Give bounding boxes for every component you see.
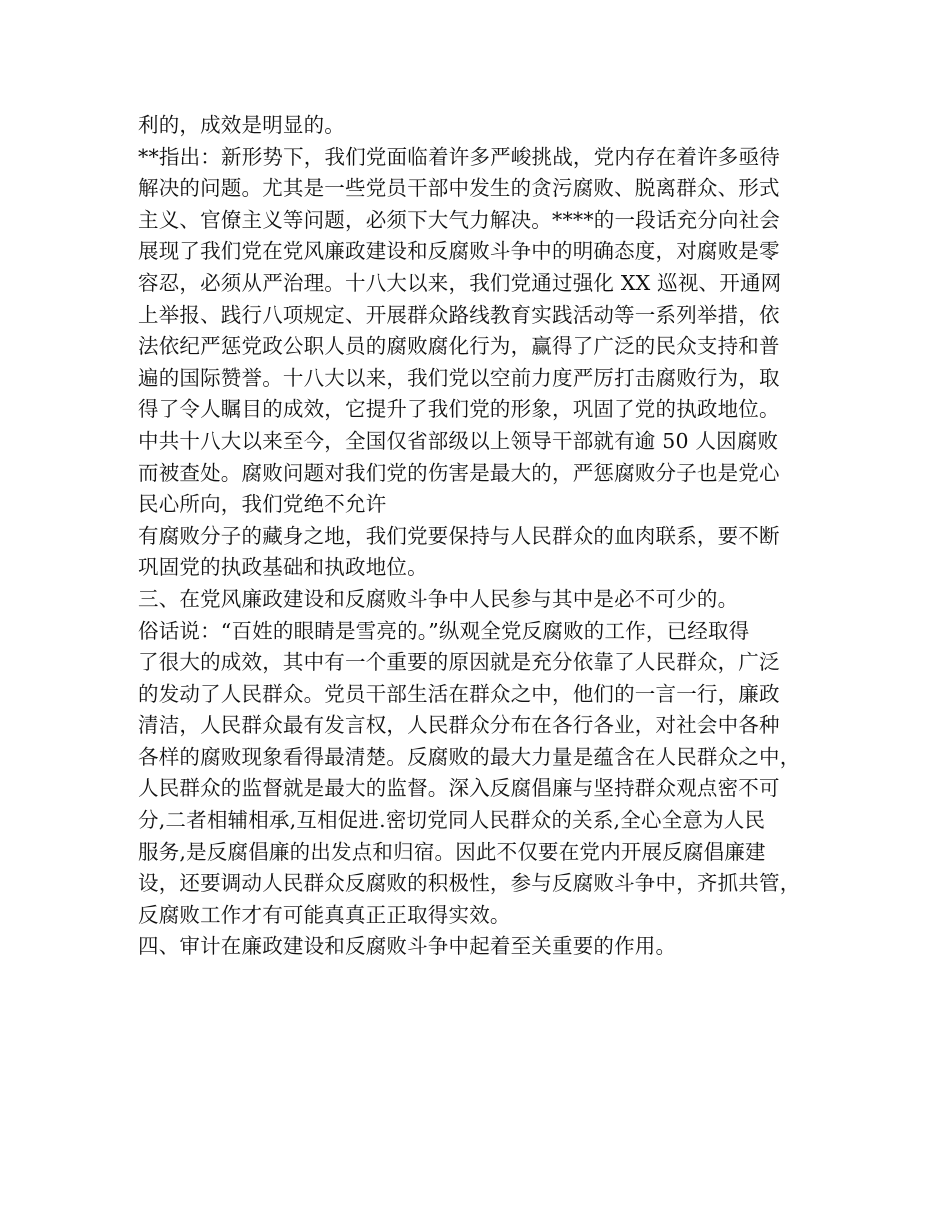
text-line: 主义、官僚主义等问题，必须下大气力解决。****的一段话充分向社会 [138,207,781,232]
text-line: 而被查处。腐败问题对我们党的伤害是最大的，严惩腐败分子也是党心 [138,460,780,485]
text-line: 法依纪严惩党政公职人员的腐败腐化行为，赢得了广泛的民众支持和普 [138,334,780,359]
body-text [138,110,838,963]
text-line: 遍的国际赞誉。十八大以来，我们党以空前力度严厉打击腐败行为，取 [138,365,780,390]
text-line: 有腐败分子的藏身之地，我们党要保持与人民群众的血肉联系，要不断 [138,523,780,548]
text-line: **指出：新形势下，我们党面临着许多严峻挑战，党内存在着许多亟待 [138,144,780,169]
text-line: 展现了我们党在党风廉政建设和反腐败斗争中的明确态度，对腐败是零 [138,239,780,264]
text-line: 得了令人瞩目的成效，它提升了我们党的形象，巩固了党的执政地位。 [138,397,780,422]
text-line: 清洁，人民群众最有发言权，人民群众分布在各行各业，对社会中各种 [138,713,780,738]
text-line: 了很大的成效，其中有一个重要的原因就是充分依靠了人民群众，广泛 [138,650,780,675]
section-heading: 四、审计在廉政建设和反腐败斗争中起着至关重要的作用。 [138,934,677,959]
text-line: 反腐败工作才有可能真真正正取得实效。 [138,902,511,927]
text-line: 利的，成效是明显的。 [138,113,345,137]
text-line: 设，还要调动人民群众反腐败的积极性，参与反腐败斗争中，齐抓共管， [138,871,801,896]
text-line: 中共十八大以来至今，全国仅省部级以上领导干部就有逾 50 人因腐败 [138,428,779,453]
text-line: 俗话说：“百姓的眼睛是雪亮的。”纵观全党反腐败的工作，已经取得 [138,618,750,643]
text-line: 解决的问题。尤其是一些党员干部中发生的贪污腐败、脱离群众、形式 [138,176,780,201]
text-line: 民心所向，我们党绝不允许 [138,492,387,517]
section-heading: 三、在党风廉政建设和反腐败斗争中人民参与其中是必不可少的。 [138,586,739,611]
text-line: 上举报、践行八项规定、开展群众路线教育实践活动等一系列举措，依 [138,302,780,327]
text-line: 各样的腐败现象看得最清楚。反腐败的最大力量是蕴含在人民群众之中， [138,744,801,769]
text-line: 分,二者相辅相承,互相促进.密切党同人民群众的关系,全心全意为人民 [138,808,766,833]
text-line: 巩固党的执政基础和执政地位。 [138,555,428,580]
text-line: 人民群众的监督就是最大的监督。深入反腐倡廉与坚持群众观点密不可 [138,776,780,801]
text-line: 的发动了人民群众。党员干部生活在群众之中，他们的一言一行，廉政 [138,681,780,706]
text-line: 服务,是反腐倡廉的出发点和归宿。因此不仅要在党内开展反腐倡廉建 [138,839,766,864]
text-line: 容忍，必须从严治理。十八大以来，我们党通过强化 XX 巡视、开通网 [138,270,782,295]
